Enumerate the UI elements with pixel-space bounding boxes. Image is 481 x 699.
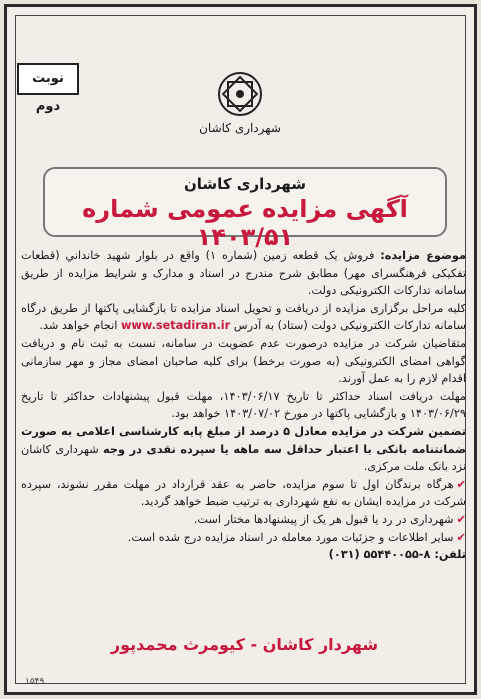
bullet-text: سایر اطلاعات و جزئیات مورد معامله در اسناد مزایده درج شده است. bbox=[127, 530, 454, 544]
checkmark-icon: ✔ bbox=[456, 477, 466, 491]
guarantee-text: تضمین شرکت در مزایده معادل ۵ درصد از مبلغ پایه کارشناسی اعلامی به صورت ضمانتنامه بانکی با اعتبار حداقل سه ماهه یا سپرده نقدی در وجه bbox=[21, 424, 466, 456]
auction-title: آگهی مزایده عمومی شماره ۱۴۰۳/۵۱ bbox=[82, 195, 408, 251]
registration-paragraph: متقاضیان شرکت در مزایده درصورت عدم عضویت در سامانه، نسبت به ثبت نام و دریافت گواهی امضای الکترونیکی (به صورت برخط) برای کلیه صاحبان امضای مجاز و مهر سازمانی اقدام لازم را به عمل آورند. bbox=[21, 336, 466, 386]
subject-paragraph bbox=[21, 247, 466, 300]
logo-caption: شهرداری کاشان bbox=[199, 121, 281, 135]
bullet-text: هرگاه برندگان اول تا سوم مزایده، حاضر به عقد قرارداد در مهلت مقرر نشوند، سپرده شرکت در مزایده ایشان به نفع شهرداری به ترتیب ضبط خواهد گردید. bbox=[21, 477, 466, 509]
mayor-signature: شهردار کاشان - کیومرث محمدپور bbox=[110, 635, 379, 654]
subject-text: فروش یک قطعه زمین (شماره ۱) واقع در بلوار شهید خانداني (قطعات تفکیکی فرهنگسرای مهر) مطابق شرح مندرج در اسناد و مدارک و شرایط مزایده از طریق سامانه تدارکات الکترونیکی دولت. bbox=[21, 249, 466, 298]
municipality-name: شهرداری کاشان bbox=[184, 175, 306, 193]
bullet-item bbox=[21, 529, 466, 547]
phone-line bbox=[21, 546, 466, 564]
checkmark-icon: ✔ bbox=[456, 530, 466, 544]
process-text-end: انجام خواهد شد. bbox=[39, 319, 118, 333]
bullet-item bbox=[21, 476, 466, 511]
subject-label: موضوع مزایده: bbox=[380, 249, 467, 262]
municipality-logo-icon bbox=[217, 71, 263, 117]
reference-number: ۱۵۴۹ bbox=[25, 677, 45, 687]
phone-number: ۸-۵۵۴۴۰۰۵۵ (۰۳۱) bbox=[328, 548, 431, 562]
title-box bbox=[43, 167, 447, 251]
guarantee-paragraph bbox=[21, 423, 466, 476]
notice-body bbox=[21, 247, 466, 564]
guarantee-text-end: شهرداری کاشان نزد بانک ملت مرکزی. bbox=[21, 442, 466, 474]
process-text: کلیه مراحل برگزاری مزایده از دریافت و تحویل اسناد مزایده تا بازگشایی پاکتها از طریق درگاه سامانه تدارکات الکترونیکی دولت (ستاد) به آدرس bbox=[21, 301, 466, 333]
deadlines-paragraph: مهلت دریافت اسناد حداکثر تا تاریخ ۱۴۰۳/۰۶/۱۷، مهلت قبول پیشنهادات حداکثر تا تاریخ ۱۴۰۳/۰۶/۲۹ و بازگشایی پاکتها در مورخ ۱۴۰۳/۰۷/۰۲ خواهد بود. bbox=[21, 389, 466, 421]
setad-link[interactable]: www.setadiran.ir bbox=[120, 319, 231, 333]
phone-label: تلفن: bbox=[434, 548, 466, 562]
bullet-text: شهرداری در رد یا قبول هر یک از پیشنهادها مختار است. bbox=[193, 512, 454, 526]
round-badge: نوبت دوم bbox=[17, 63, 79, 95]
process-paragraph bbox=[21, 300, 466, 335]
checkmark-icon: ✔ bbox=[456, 512, 466, 526]
auction-notice bbox=[4, 4, 477, 695]
bullet-item bbox=[21, 511, 466, 529]
